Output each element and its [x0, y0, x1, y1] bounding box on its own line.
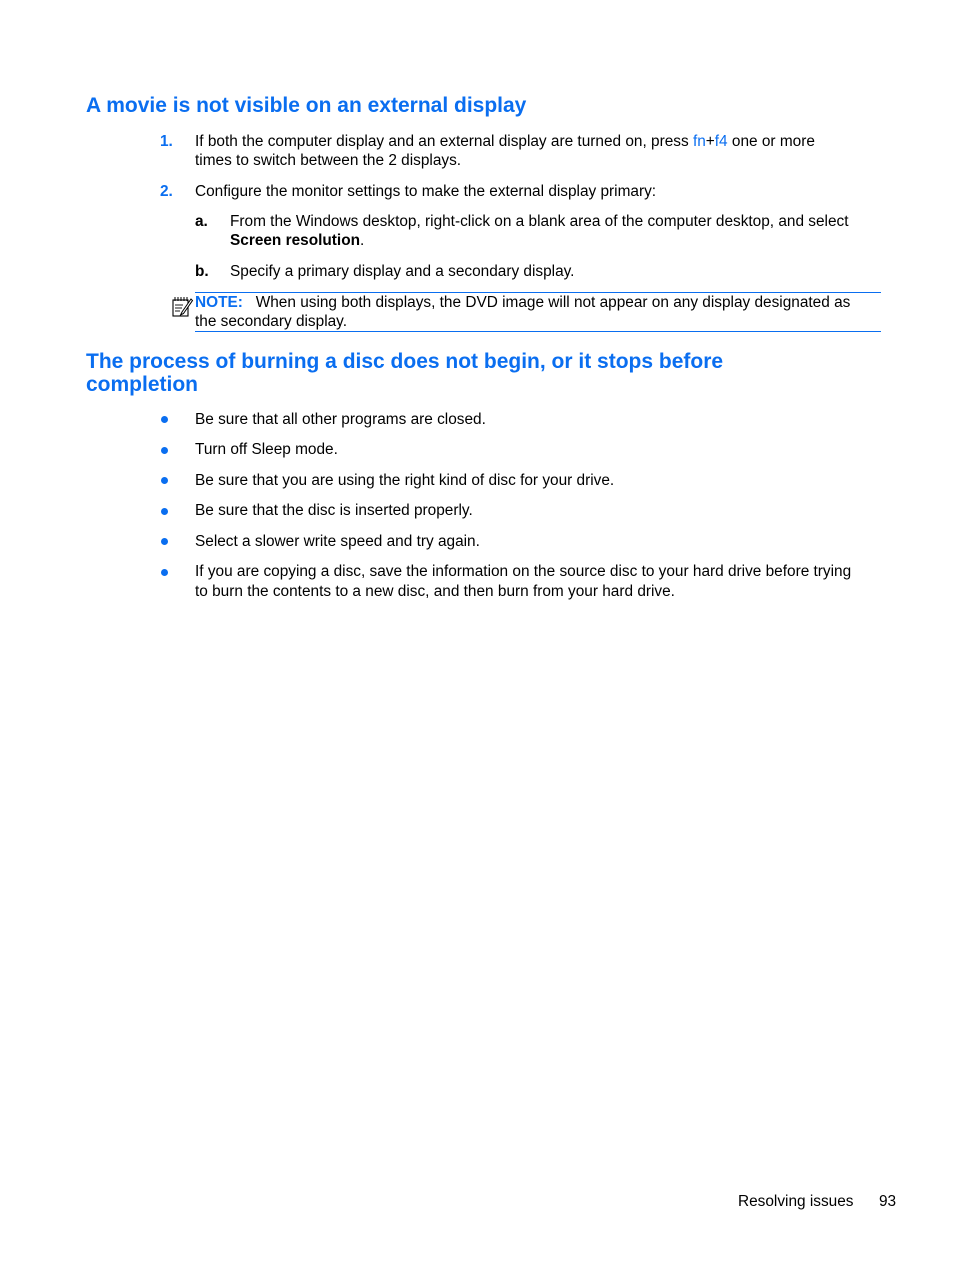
- substep-b-text: Specify a primary display and a secondary display.: [230, 263, 575, 280]
- bullet-item-3: Be sure that you are using the right kind of disc for your drive.: [195, 472, 615, 489]
- step-number-1: 1.: [160, 133, 173, 150]
- note-pad-icon: [170, 294, 194, 318]
- bullet-item-6-line1: If you are copying a disc, save the information on the source disc to your hard drive before trying: [195, 563, 852, 580]
- note-label: NOTE:: [195, 294, 243, 311]
- f4-key: f4: [714, 133, 728, 150]
- bullet-dot: [161, 508, 168, 515]
- footer-section-name: Resolving issues: [738, 1193, 854, 1210]
- substep-letter-a: a.: [195, 213, 208, 230]
- step-2-text: Configure the monitor settings to make the external display primary:: [195, 183, 657, 200]
- step-1-text: [195, 132, 815, 152]
- bullet-item-2: Turn off Sleep mode.: [195, 441, 338, 458]
- substep-a-text-line2: [230, 231, 364, 251]
- fn-key: fn: [692, 133, 706, 150]
- substep-a-text-end: .: [360, 232, 365, 249]
- step-number-2: 2.: [160, 183, 173, 200]
- bullet-dot: [161, 416, 168, 423]
- bullet-dot: [161, 569, 168, 576]
- bullet-item-6-line2: to burn the contents to a new disc, and then burn from your hard drive.: [195, 583, 675, 600]
- footer-page-number: 93: [879, 1193, 897, 1210]
- bullet-item-5: Select a slower write speed and try again.: [195, 533, 480, 550]
- note-text-line2: the secondary display.: [195, 313, 347, 330]
- step-1-text-after: one or more: [727, 133, 815, 150]
- section-heading-burning-line2: completion: [86, 373, 199, 396]
- bullet-dot: [161, 538, 168, 545]
- section-heading-movie: A movie is not visible on an external display: [86, 94, 527, 117]
- substep-a-text-line1: From the Windows desktop, right-click on a blank area of the computer desktop, and select: [230, 213, 849, 230]
- bullet-item-1: Be sure that all other programs are closed.: [195, 411, 486, 428]
- note-line1: [195, 293, 850, 313]
- substep-letter-b: b.: [195, 263, 209, 280]
- step-1-text-line2: times to switch between the 2 displays.: [195, 152, 462, 169]
- screen-resolution-label: Screen resolution: [230, 232, 361, 249]
- bullet-dot: [161, 447, 168, 454]
- bullet-item-4: Be sure that the disc is inserted properly.: [195, 502, 473, 519]
- note-text-line1: When using both displays, the DVD image will not appear on any display designated as: [255, 294, 851, 311]
- section-heading-burning-line1: The process of burning a disc does not begin, or it stops before: [86, 350, 724, 373]
- bullet-dot: [161, 477, 168, 484]
- step-1-text-before: If both the computer display and an external display are turned on, press: [195, 133, 693, 150]
- plus-sign: +: [705, 133, 715, 150]
